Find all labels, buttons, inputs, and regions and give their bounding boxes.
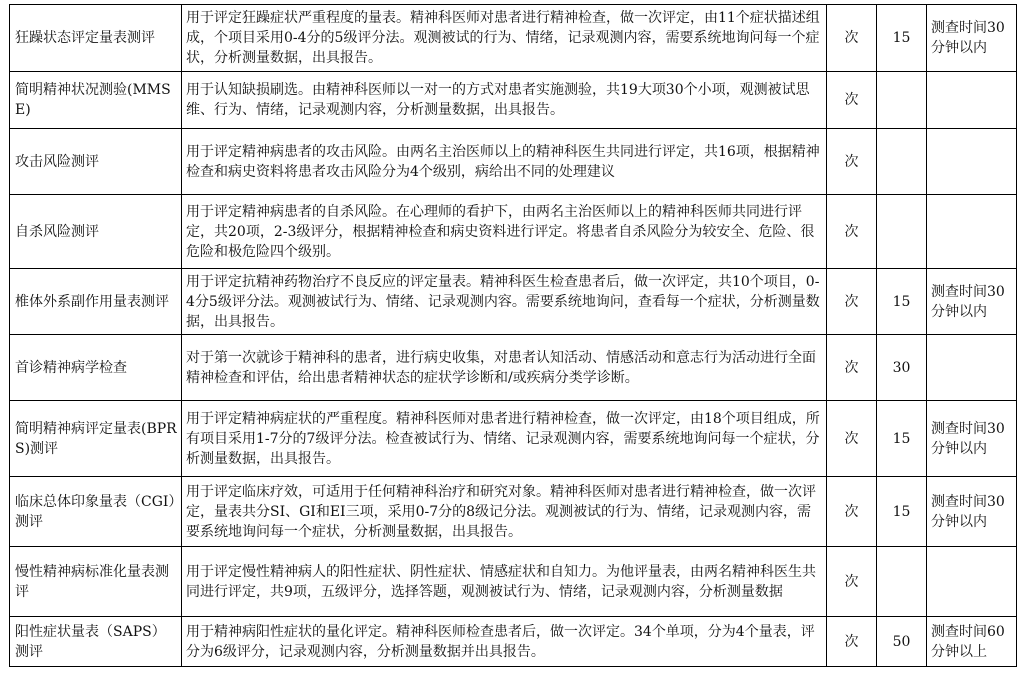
table-row <box>10 269 1017 335</box>
table-row <box>10 195 1017 269</box>
table-row <box>10 335 1017 401</box>
item-unit-cell: 次 <box>827 129 877 195</box>
item-price-cell: 15 <box>877 5 927 72</box>
item-description-cell: 对于第一次就诊于精神科的患者，进行病史收集，对患者认知活动、情感活动和意志行为活动进行全面精神检查和评估，给出患者精神状态的症状学诊断和/或疾病分类学诊断。 <box>182 335 827 401</box>
item-unit-cell: 次 <box>827 617 877 667</box>
item-unit-cell: 次 <box>827 72 877 129</box>
item-price-cell <box>877 547 927 617</box>
item-note-cell: 测查时间30分钟以内 <box>927 5 1017 72</box>
item-price-cell: 30 <box>877 335 927 401</box>
item-description-cell: 用于精神病阳性症状的量化评定。精神科医师检查患者后，做一次评定。34个单项，分为4个量表，评分为6级评分，记录观测内容，分析测量数据并出具报告。 <box>182 617 827 667</box>
table-row <box>10 401 1017 477</box>
item-name-cell: 椎体外系副作用量表测评 <box>10 269 182 335</box>
item-price-cell <box>877 195 927 269</box>
item-unit-cell: 次 <box>827 401 877 477</box>
item-name-cell: 狂躁状态评定量表测评 <box>10 5 182 72</box>
item-note-cell <box>927 72 1017 129</box>
item-name-cell: 阳性症状量表（SAPS）测评 <box>10 617 182 667</box>
table-row <box>10 5 1017 72</box>
table-row <box>10 477 1017 547</box>
item-note-cell: 测查时间60分钟以上 <box>927 617 1017 667</box>
table-row <box>10 72 1017 129</box>
item-description-cell: 用于评定精神病症状的严重程度。精神科医师对患者进行精神检查，做一次评定，由18个项目组成，所有项目采用1-7分的7级评分法。检查被试行为、情绪、记录观测内容，需要系统地询问每一个症状，分析测量数据，出具报告。 <box>182 401 827 477</box>
item-description-cell: 用于评定慢性精神病人的阳性症状、阴性症状、情感症状和自知力。为他评量表，由两名精神科医生共同进行评定，共9项，五级评分，选择答题，观测被试行为、情绪，记录观测内容，分析测量数据 <box>182 547 827 617</box>
item-name-cell: 首诊精神病学检查 <box>10 335 182 401</box>
item-note-cell <box>927 195 1017 269</box>
item-name-cell: 简明精神病评定量表(BPRS)测评 <box>10 401 182 477</box>
item-description-cell: 用于评定抗精神药物治疗不良反应的评定量表。精神科医生检查患者后，做一次评定，共10个项目，0-4分5级评分法。观测被试行为、情绪、记录观测内容。需要系统地询问，查看每一个症状，分析测量数据，出具报告。 <box>182 269 827 335</box>
item-price-cell: 15 <box>877 401 927 477</box>
item-unit-cell: 次 <box>827 477 877 547</box>
item-description-cell: 用于评定狂躁症状严重程度的量表。精神科医师对患者进行精神检查，做一次评定，由11个症状描述组成，个项目采用0-4分的5级评分法。观测被试的行为、情绪，记录观测内容，需要系统地询问每一个症状，分析测量数据，出具报告。 <box>182 5 827 72</box>
item-price-cell: 50 <box>877 617 927 667</box>
table-row <box>10 617 1017 667</box>
item-price-cell <box>877 129 927 195</box>
table-row <box>10 547 1017 617</box>
item-name-cell: 攻击风险测评 <box>10 129 182 195</box>
item-note-cell <box>927 547 1017 617</box>
item-description-cell: 用于评定精神病患者的自杀风险。在心理师的看护下，由两名主治医师以上的精神科医师共同进行评定，共20项，2-3级评分，根据精神检查和病史资料进行评定。将患者自杀风险分为较安全、危险、很危险和极危险四个级别。 <box>182 195 827 269</box>
document-page <box>9 4 1017 667</box>
table-row <box>10 129 1017 195</box>
item-name-cell: 自杀风险测评 <box>10 195 182 269</box>
item-name-cell: 临床总体印象量表（CGI）测评 <box>10 477 182 547</box>
item-name-cell: 慢性精神病标准化量表测评 <box>10 547 182 617</box>
item-unit-cell: 次 <box>827 547 877 617</box>
item-unit-cell: 次 <box>827 5 877 72</box>
item-unit-cell: 次 <box>827 269 877 335</box>
item-note-cell: 测查时间30分钟以内 <box>927 477 1017 547</box>
item-description-cell: 用于认知缺损刷选。由精神科医师以一对一的方式对患者实施测验，共19大项30个小项，观测被试思维、行为、情绪，记录观测内容，分析测量数据，出具报告。 <box>182 72 827 129</box>
item-note-cell <box>927 129 1017 195</box>
psych-assessment-table <box>9 4 1017 667</box>
item-description-cell: 用于评定临床疗效，可适用于任何精神科治疗和研究对象。精神科医师对患者进行精神检查，做一次评定，量表共分SI、GI和EI三项，采用0-7分的8级记分法。观测被试的行为、情绪，记录观测内容，需要系统地询问每一个症状，分析测量数据，出具报告。 <box>182 477 827 547</box>
item-price-cell: 15 <box>877 269 927 335</box>
item-unit-cell: 次 <box>827 195 877 269</box>
item-note-cell: 测查时间30分钟以内 <box>927 401 1017 477</box>
item-description-cell: 用于评定精神病患者的攻击风险。由两名主治医师以上的精神科医生共同进行评定，共16项，根据精神检查和病史资料将患者攻击风险分为4个级别，病给出不同的处理建议 <box>182 129 827 195</box>
item-name-cell: 简明精神状况测验(MMSE) <box>10 72 182 129</box>
item-price-cell <box>877 72 927 129</box>
item-note-cell <box>927 335 1017 401</box>
item-price-cell: 15 <box>877 477 927 547</box>
item-note-cell: 测查时间30分钟以内 <box>927 269 1017 335</box>
item-unit-cell: 次 <box>827 335 877 401</box>
